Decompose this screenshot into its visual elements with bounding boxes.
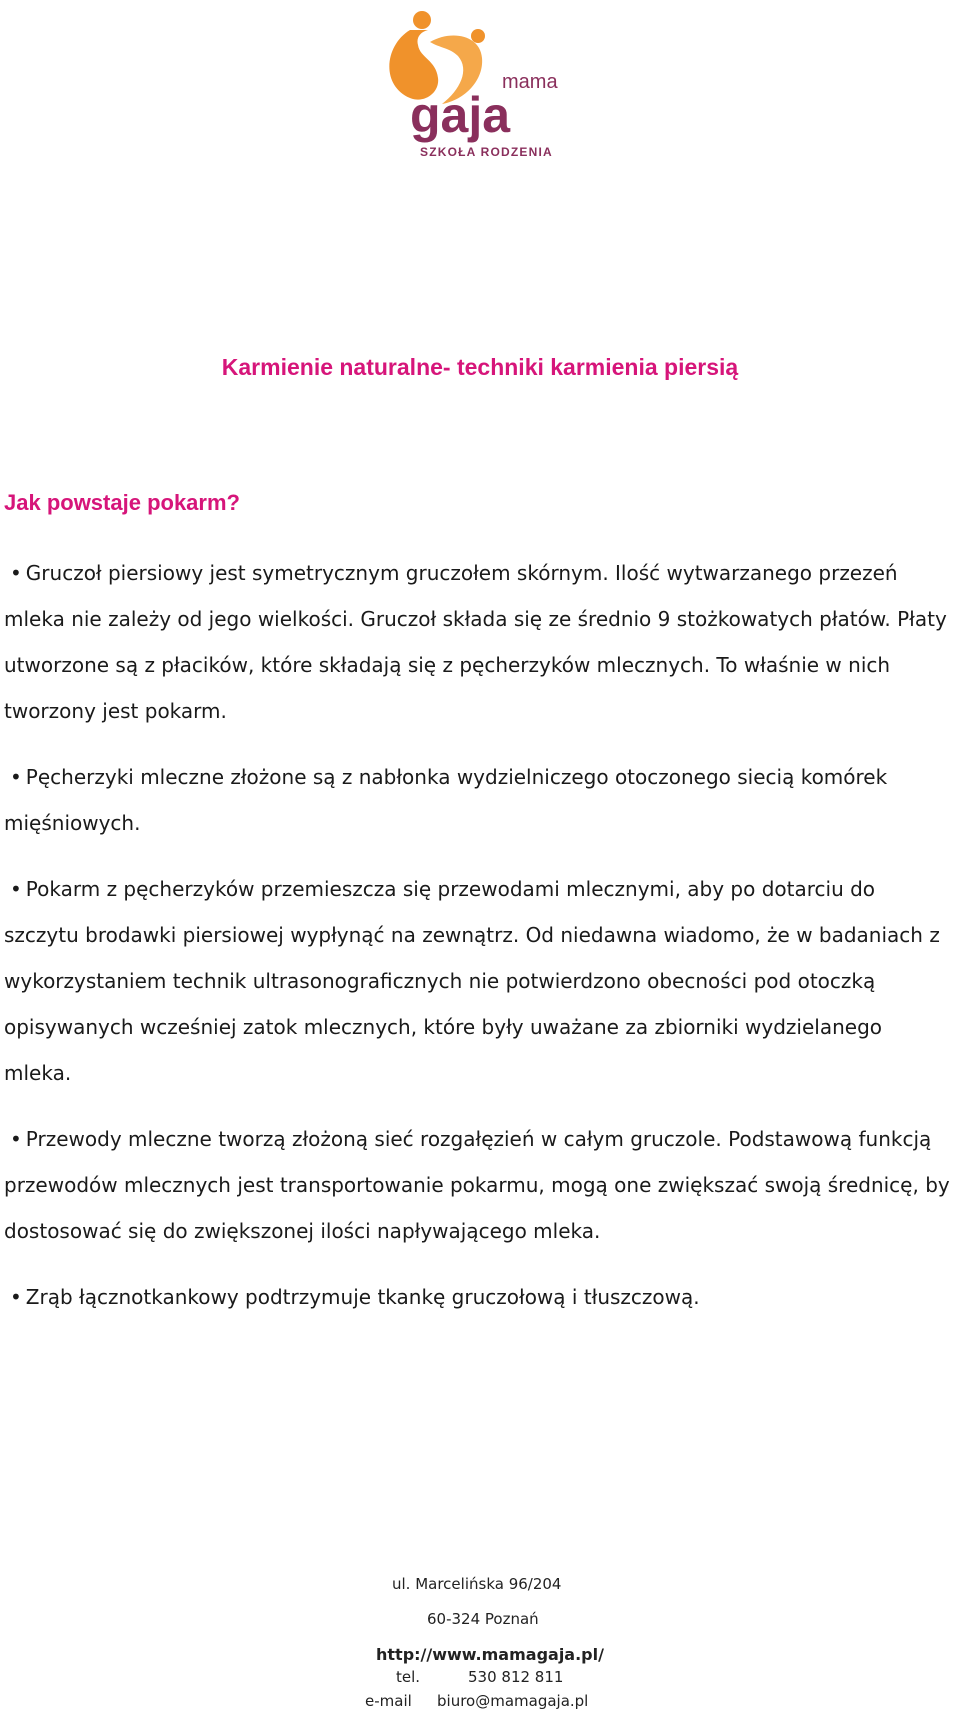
logo-brand-small: mama	[502, 71, 558, 93]
bullet-icon: •	[10, 877, 22, 901]
logo-child-head-icon	[471, 29, 485, 43]
logo-figure-head-icon	[413, 11, 431, 29]
paragraph-4	[4, 1116, 954, 1254]
footer-email-value[interactable]: biuro@mamagaja.pl	[437, 1692, 589, 1710]
mama-gaja-logo	[370, 0, 590, 180]
paragraph-text: Przewody mleczne tworzą złożoną sieć rozgałęzień w całym gruczole. Podstawową funkcją przewodów mlecznych jest transportowanie pokarmu, mogą one zwiększać swoją średnicę, by dostosować się do zwiększonej ilości napływającego mleka.	[4, 1127, 950, 1243]
footer-tel-value: 530 812 811	[468, 1668, 564, 1686]
page-title: Karmienie naturalne- techniki karmienia piersią	[221, 354, 739, 380]
footer-email	[365, 1692, 588, 1710]
section-heading: Jak powstaje pokarm?	[4, 490, 240, 515]
bullet-icon: •	[10, 561, 22, 585]
bullet-icon: •	[10, 765, 22, 789]
paragraph-3	[4, 866, 954, 1096]
logo-tagline: SZKOŁA RODZENIA	[420, 145, 553, 159]
paragraph-text: Gruczoł piersiowy jest symetrycznym gruczołem skórnym. Ilość wytwarzanego przezeń mleka nie zależy od jego wielkości. Gruczoł składa się ze średnio 9 stożkowatych płatów. Płaty utworzone są z płacików, które składają się z pęcherzyków mlecznych. To właśnie w nich tworzony jest pokarm.	[4, 561, 947, 723]
article-body	[4, 550, 954, 1340]
logo-brand-large: gaja	[410, 87, 511, 143]
bullet-icon: •	[10, 1285, 22, 1309]
paragraph-text: Pęcherzyki mleczne złożone są z nabłonka wydzielniczego otoczonego siecią komórek mięśniowych.	[4, 765, 888, 835]
footer-website-link[interactable]: http://www.mamagaja.pl/	[376, 1645, 604, 1664]
footer-city: 60-324 Poznań	[427, 1610, 539, 1628]
paragraph-text: Zrąb łącznotkankowy podtrzymuje tkankę gruczołową i tłuszczową.	[25, 1285, 700, 1309]
paragraph-1	[4, 550, 954, 734]
paragraph-5	[4, 1274, 954, 1320]
footer-phone	[396, 1668, 563, 1686]
footer-tel-label: tel.	[396, 1668, 421, 1686]
paragraph-text: Pokarm z pęcherzyków przemieszcza się przewodami mlecznymi, aby po dotarciu do szczytu brodawki piersiowej wypłynąć na zewnątrz. Od niedawna wiadomo, że w badaniach z wykorzystaniem technik ultrasonograficznych nie potwierdzono obecności pod otoczką opisywanych wcześniej zatok mlecznych, które były uważane za zbiorniki wydzielanego mleka.	[4, 877, 940, 1085]
footer-email-label: e-mail	[365, 1692, 412, 1710]
bullet-icon: •	[10, 1127, 22, 1151]
logo-graphic	[370, 0, 590, 180]
footer-address: ul. Marcelińska 96/204	[392, 1575, 562, 1593]
paragraph-2	[4, 754, 954, 846]
